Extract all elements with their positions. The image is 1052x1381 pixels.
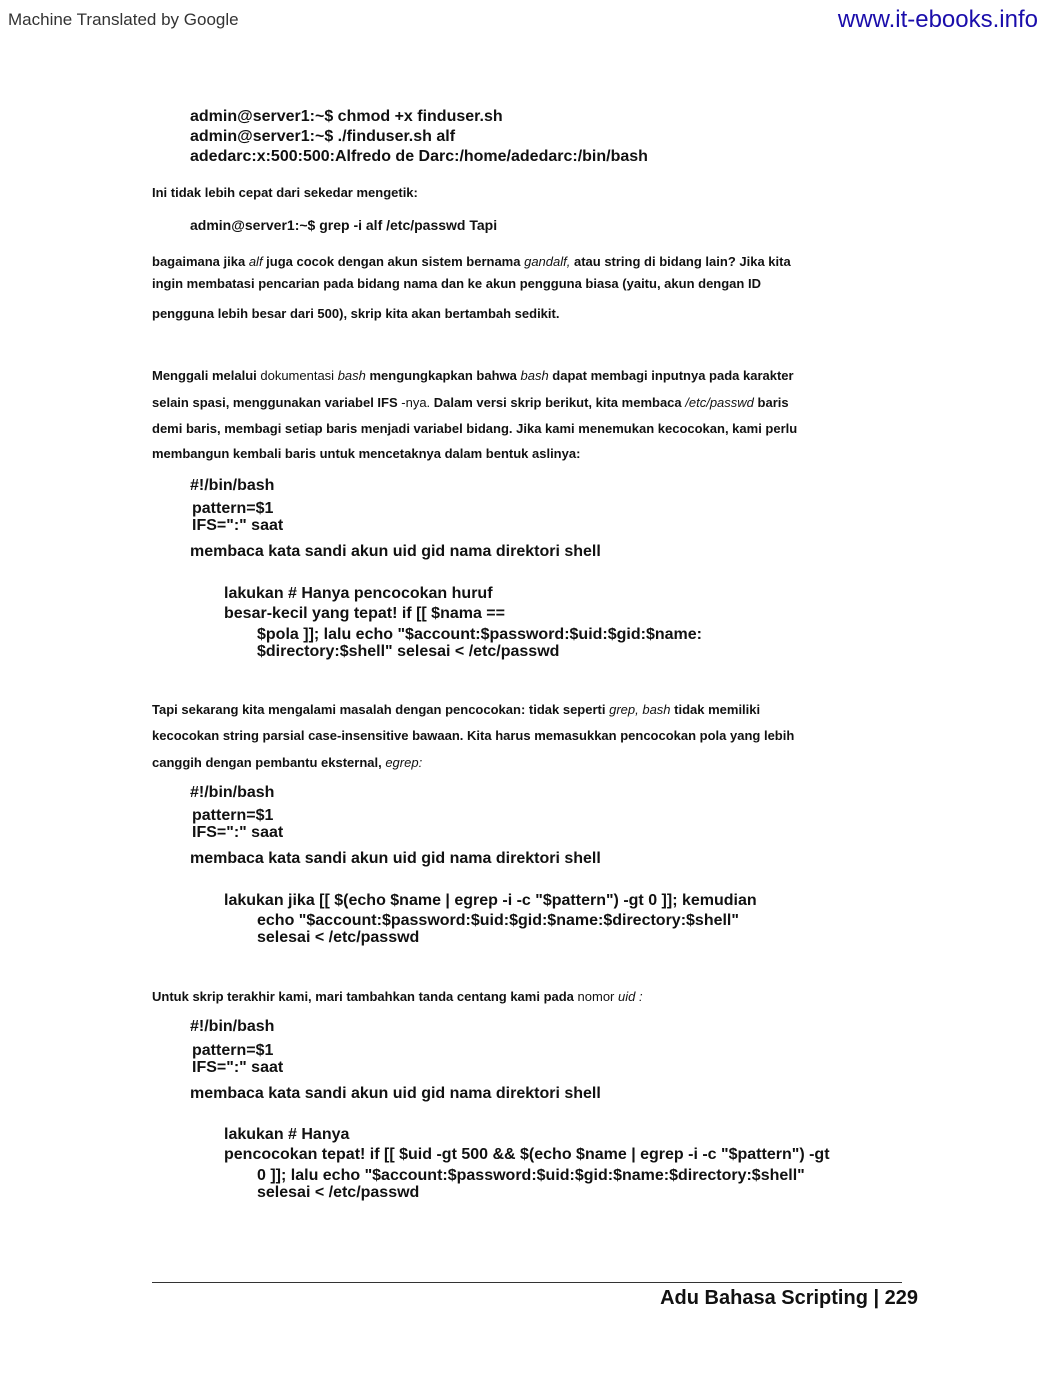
code-line: IFS=":" saat: [192, 517, 284, 534]
script-1-read-line: membaca kata sandi akun uid gid nama direktori shell: [190, 543, 601, 560]
script-2-shebang: #!/bin/bash: [190, 784, 275, 801]
code-line: pencocokan tepat! if [[ $uid -gt 500 && $(echo $name | egrep -i -c "$pattern") -gt: [224, 1146, 830, 1163]
script-3-body: [224, 1125, 830, 1165]
paragraph-4-line-2: kecocokan string parsial case-insensitive bawaan. Kita harus memasukkan pencocokan pola yang lebih: [152, 728, 795, 743]
code-line: admin@server1:~$ chmod +x finduser.sh: [190, 108, 503, 125]
code-block-1: [190, 107, 648, 167]
code-line: IFS=":" saat: [192, 1059, 284, 1076]
paragraph-4-line-3: canggih dengan pembantu eksternal, egrep:: [152, 755, 423, 770]
code-line: lakukan # Hanya: [224, 1126, 350, 1143]
script-1-body: [224, 584, 505, 624]
script-1-echo: [257, 626, 702, 660]
code-line: selesai < /etc/passwd: [257, 929, 420, 946]
code-line: pattern=$1: [192, 500, 274, 517]
code-line: pattern=$1: [192, 1042, 274, 1059]
grep-command-line: admin@server1:~$ grep -i alf /etc/passwd Tapi: [190, 217, 498, 233]
script-2-if-line: lakukan jika [[ $(echo $name | egrep -i -c "$pattern") -gt 0 ]]; kemudian: [224, 892, 757, 909]
site-link[interactable]: www.it-ebooks.info: [837, 6, 1038, 33]
script-1-shebang: #!/bin/bash: [190, 477, 275, 494]
paragraph-2-line-3: pengguna lebih besar dari 500), skrip kita akan bertambah sedikit.: [152, 306, 560, 321]
code-line: $directory:$shell" selesai < /etc/passwd: [257, 643, 560, 660]
script-1-vars: [192, 500, 283, 534]
script-3-read-line: membaca kata sandi akun uid gid nama direktori shell: [190, 1085, 601, 1102]
footer-divider: [152, 1282, 902, 1283]
paragraph-2-line-1: bagaimana jika alf juga cocok dengan akun sistem bernama gandalf, atau string di bidang lain? Jika kita: [152, 254, 791, 269]
script-3-vars: [192, 1042, 283, 1076]
script-2-echo: [257, 912, 739, 946]
script-3-shebang: #!/bin/bash: [190, 1018, 275, 1035]
code-line: pattern=$1: [192, 807, 274, 824]
script-3-echo: [257, 1167, 805, 1201]
machine-translated-label: Machine Translated by Google: [8, 10, 239, 29]
paragraph-3-line-1: Menggali melalui dokumentasi bash mengungkapkan bahwa bash dapat membagi inputnya pada karakter: [152, 368, 794, 383]
paragraph-4-line-1: Tapi sekarang kita mengalami masalah dengan pencocokan: tidak seperti grep, bash tidak memiliki: [152, 702, 761, 717]
code-line: 0 ]]; lalu echo "$account:$password:$uid:$gid:$name:$directory:$shell": [257, 1167, 805, 1184]
paragraph-3-line-4: membangun kembali baris untuk mencetaknya dalam bentuk aslinya:: [152, 446, 581, 461]
paragraph-3-line-2: selain spasi, menggunakan variabel IFS -nya. Dalam versi skrip berikut, kita membaca /etc/passwd baris: [152, 395, 789, 410]
code-line: admin@server1:~$ ./finduser.sh alf: [190, 128, 456, 145]
code-line: besar-kecil yang tepat! if [[ $nama ==: [224, 605, 505, 622]
script-2-vars: [192, 807, 283, 841]
paragraph-5: Untuk skrip terakhir kami, mari tambahkan tanda centang kami pada nomor uid :: [152, 989, 643, 1004]
code-line: echo "$account:$password:$uid:$gid:$name:$directory:$shell": [257, 912, 739, 929]
code-line: $pola ]]; lalu echo "$account:$password:$uid:$gid:$name:: [257, 626, 702, 643]
code-line: IFS=":" saat: [192, 824, 284, 841]
paragraph-3-line-3: demi baris, membagi setiap baris menjadi variabel bidang. Jika kami menemukan kecocokan, kami perlu: [152, 421, 798, 436]
code-line: adedarc:x:500:500:Alfredo de Darc:/home/adedarc:/bin/bash: [190, 148, 648, 165]
paragraph-2-line-2: ingin membatasi pencarian pada bidang nama dan ke akun pengguna biasa (yaitu, akun dengan ID: [152, 276, 761, 291]
code-line: lakukan # Hanya pencocokan huruf: [224, 585, 493, 602]
paragraph-1: Ini tidak lebih cepat dari sekedar mengetik:: [152, 185, 418, 200]
page-footer: Adu Bahasa Scripting | 229: [660, 1287, 918, 1309]
script-2-read-line: membaca kata sandi akun uid gid nama direktori shell: [190, 850, 601, 867]
code-line: selesai < /etc/passwd: [257, 1184, 420, 1201]
